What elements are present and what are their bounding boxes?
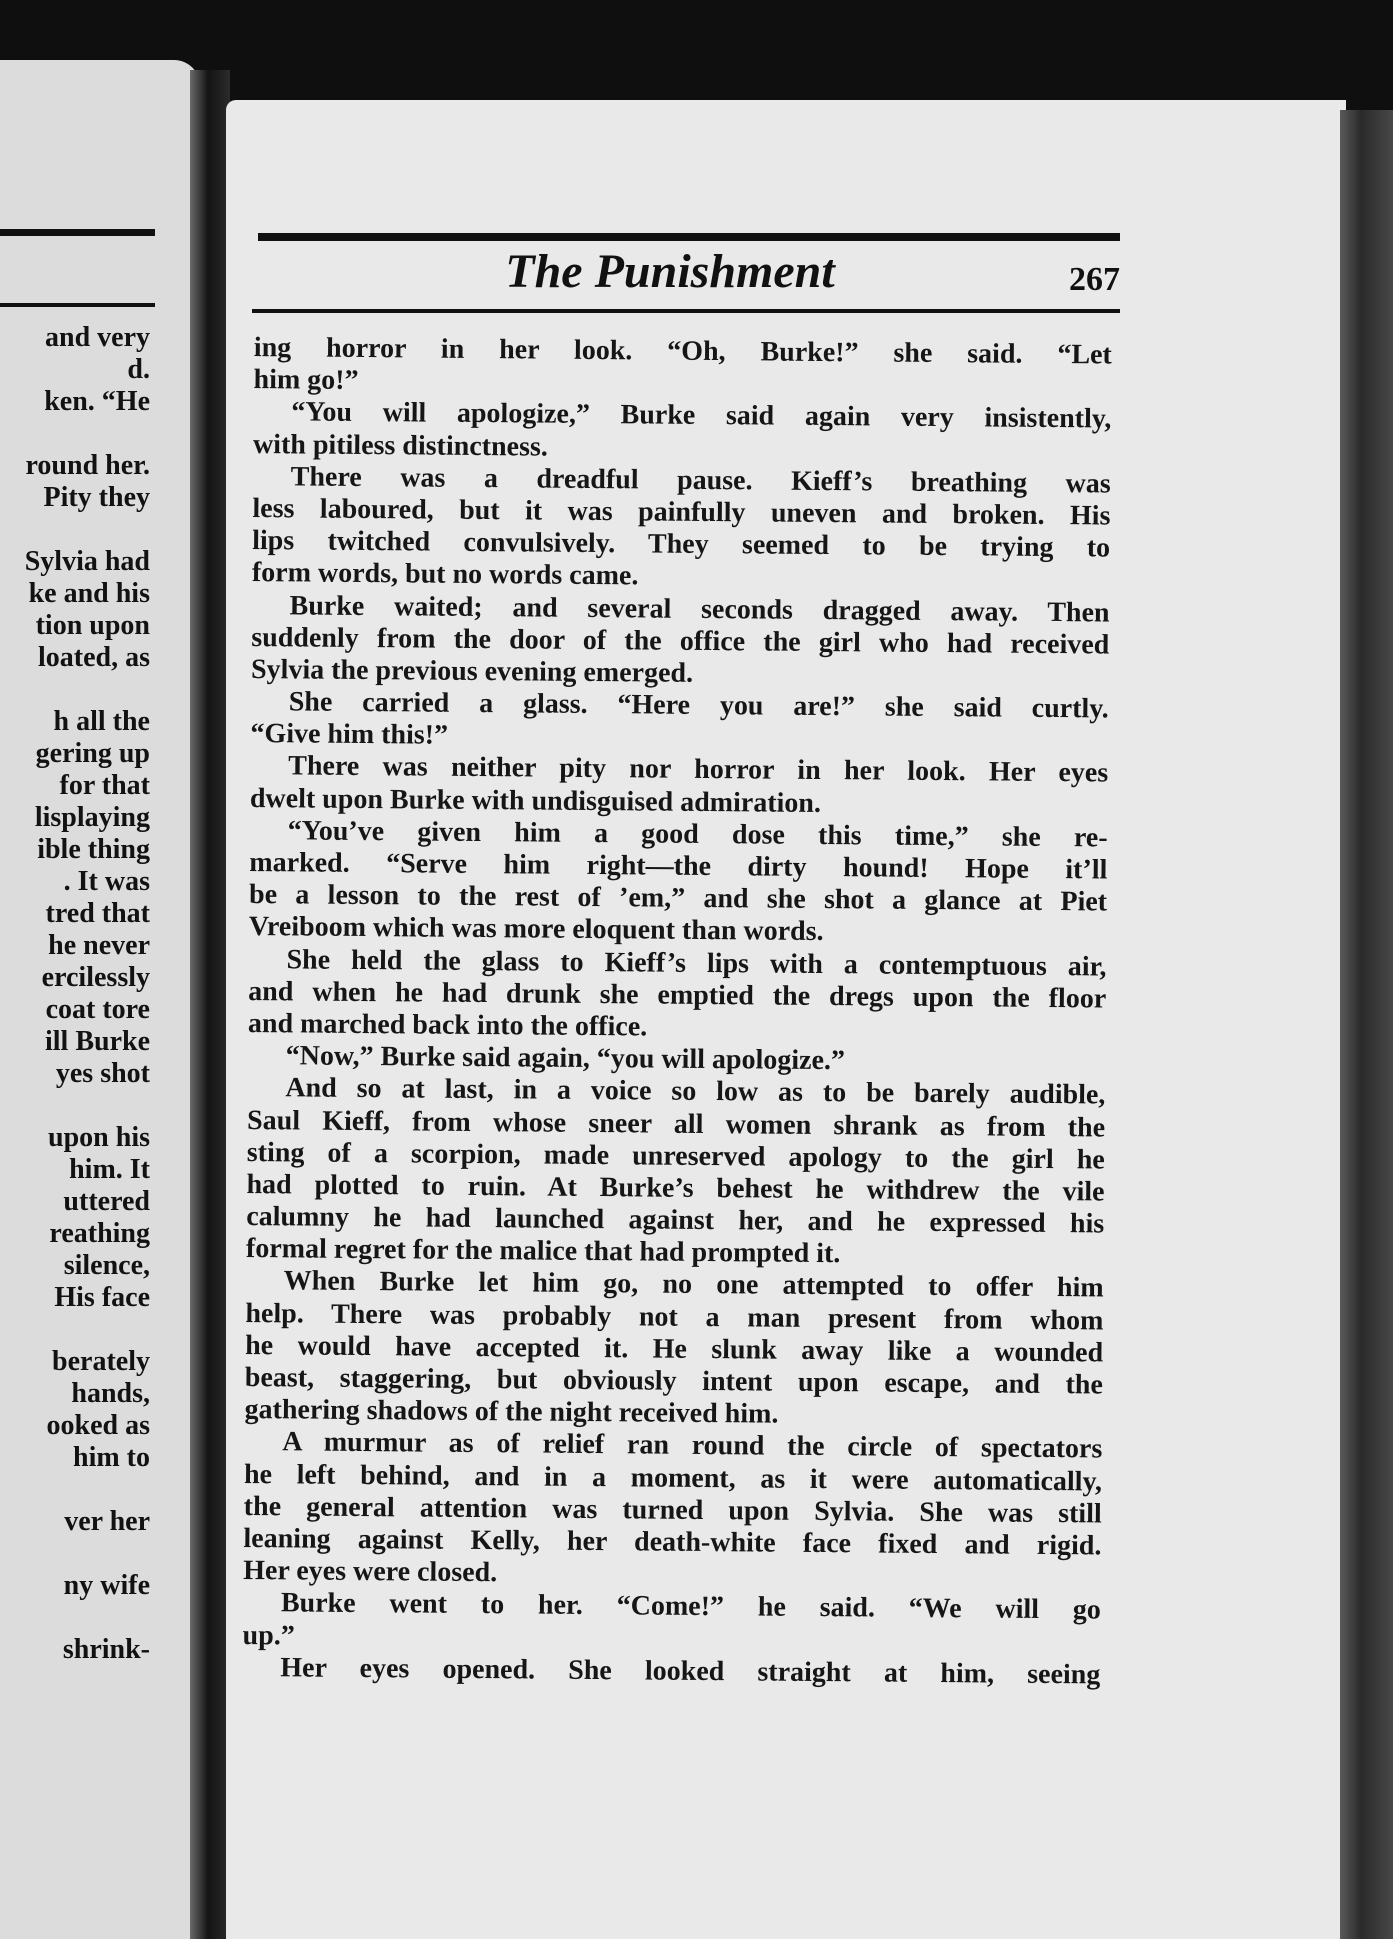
text-line: “Give him this!” [250, 718, 449, 751]
previous-page-line: Sylvia had [24, 546, 150, 577]
text-line: formal regret for the malice that had prompted it. [245, 1233, 841, 1270]
header-rule [252, 309, 1120, 313]
previous-page-line: yes shot [55, 1058, 150, 1089]
text-line: sting of a scorpion, made unreserved apology to the girl he [246, 1136, 1105, 1176]
previous-page-line [0, 1314, 150, 1346]
previous-page-line: uttered [63, 1186, 150, 1217]
previous-page-line: ercilessly [41, 962, 150, 993]
text-line: There was neither pity nor horror in her look. Her eyes [288, 750, 1109, 789]
previous-page-line [0, 1538, 150, 1570]
text-line: suddenly from the door of the office the girl who had received [251, 621, 1110, 661]
header-rule [0, 229, 155, 236]
previous-page-line [0, 1602, 150, 1634]
text-line: the general attention was turned upon Sylvia. She was still [243, 1490, 1102, 1530]
text-line: beast, staggering, but obviously intent upon escape, and the [244, 1361, 1103, 1401]
text-line: marked. “Serve him right—the dirty hound! Hope it’ll [249, 846, 1108, 886]
text-line: up.” [242, 1619, 295, 1651]
previous-page-line: d. [127, 354, 150, 385]
text-line: and marched back into the office. [247, 1007, 648, 1043]
previous-page-line: he never [48, 930, 150, 961]
text-line: When Burke let him go, no one attempted to offer him [283, 1265, 1104, 1304]
previous-page-line: ny wife [63, 1570, 150, 1601]
text-line: “You’ve given him a good dose this time,” she re- [287, 815, 1108, 854]
previous-page-line [0, 418, 150, 450]
text-line: A murmur as of relief ran round the circle of spectators [282, 1426, 1103, 1465]
previous-page-line: shrink- [62, 1634, 150, 1665]
previous-page-line: ill Burke [44, 1026, 150, 1057]
text-line: Vreiboom which was more eloquent than words. [248, 911, 824, 948]
text-line: Sylvia the previous evening emerged. [250, 653, 694, 689]
text-line: Saul Kieff, from whose sneer all women shrank as from the [246, 1104, 1106, 1143]
previous-page-line: silence, [63, 1250, 150, 1281]
previous-page-line: His face [54, 1282, 150, 1313]
previous-page-line: tred that [45, 898, 150, 929]
text-line: lips twitched convulsively. They seemed to be trying to [252, 525, 1111, 564]
previous-page-line: h all the [53, 706, 150, 737]
previous-page-line: and very [45, 322, 150, 353]
previous-page-line [0, 1090, 150, 1122]
previous-page-line: reathing [49, 1218, 150, 1249]
previous-page-line: loated, as [38, 642, 150, 673]
previous-page-line: berately [52, 1346, 150, 1377]
header-rule [0, 303, 155, 307]
previous-page-line: for that [59, 770, 150, 801]
previous-page-text [0, 322, 150, 1666]
text-line: had plotted to ruin. At Burke’s behest he withdrew the vile [246, 1168, 1105, 1208]
previous-page-line: round her. [25, 450, 150, 481]
text-line: dwelt upon Burke with undisguised admiration. [249, 782, 822, 819]
previous-page-line: Pity they [43, 482, 150, 513]
text-line: Burke went to her. “Come!” he said. “We will go [280, 1587, 1102, 1626]
text-line: She carried a glass. “Here you are!” she said curtly. [288, 686, 1109, 725]
previous-page-line: lisplaying [34, 802, 150, 833]
text-line: he left behind, and in a moment, as it were automatically, [243, 1458, 1103, 1498]
previous-page-line [0, 514, 150, 546]
text-line: “You will apologize,” Burke said again very insistently, [291, 396, 1112, 435]
text-line: he would have accepted it. He slunk away like a wounded [245, 1329, 1104, 1369]
previous-page-line: ver her [64, 1506, 150, 1537]
previous-page [0, 60, 200, 1939]
text-line: help. There was probably not a man present from whom [245, 1297, 1104, 1337]
page-edge [1340, 110, 1393, 1939]
body-text [242, 332, 1112, 1691]
text-line: leaning against Kelly, her death-white face fixed and rigid. [243, 1522, 1102, 1562]
previous-page-line: him. It [69, 1154, 150, 1185]
text-line: form words, but no words came. [251, 557, 639, 592]
previous-page-line: tion upon [35, 610, 150, 641]
text-line: less laboured, but it was painfully uneven and broken. His [252, 492, 1111, 532]
previous-page-line [0, 1474, 150, 1506]
previous-page-line: ke and his [28, 578, 150, 609]
previous-page-line: ible thing [37, 834, 150, 865]
previous-page-line: upon his [48, 1122, 150, 1153]
page-number: 267 [1069, 261, 1120, 298]
text-line: and when he had drunk she emptied the dregs upon the floor [248, 975, 1107, 1015]
previous-page-line: ooked as [46, 1410, 150, 1441]
text-line: ing horror in her look. “Oh, Burke!” she said. “Let [253, 332, 1112, 371]
text-line: gathering shadows of the night received him. [244, 1394, 779, 1430]
text-line: There was a dreadful pause. Kieff’s breathing was [290, 461, 1111, 500]
running-title: The Punishment [505, 245, 835, 298]
text-line: And so at last, in a voice so low as to be barely audible, [285, 1072, 1106, 1111]
previous-page-line: hands, [71, 1378, 150, 1409]
previous-page-line: him to [73, 1442, 150, 1473]
previous-page-line [0, 674, 150, 706]
book-gutter [190, 70, 230, 1939]
text-line: him go!” [253, 364, 359, 397]
text-line: She held the glass to Kieff’s lips with a contemptuous air, [286, 943, 1107, 983]
text-line: Her eyes opened. She looked straight at him, seeing [280, 1651, 1101, 1691]
text-line: Her eyes were closed. [243, 1555, 498, 1589]
text-line: calumny he had launched against her, and he expressed his [246, 1201, 1105, 1240]
text-line: “Now,” Burke said again, “you will apologize.” [285, 1040, 846, 1077]
previous-page-line: . It was [63, 866, 150, 897]
text-line: with pitiless distinctness. [252, 428, 548, 463]
text-line: be a lesson to the rest of ’em,” and she shot a glance at Piet [248, 879, 1108, 918]
text-line: Burke waited; and several seconds dragged away. Then [289, 589, 1110, 628]
previous-page-line: ken. “He [44, 386, 150, 417]
previous-page-line: gering up [35, 738, 150, 769]
previous-page-line: coat tore [45, 994, 150, 1025]
